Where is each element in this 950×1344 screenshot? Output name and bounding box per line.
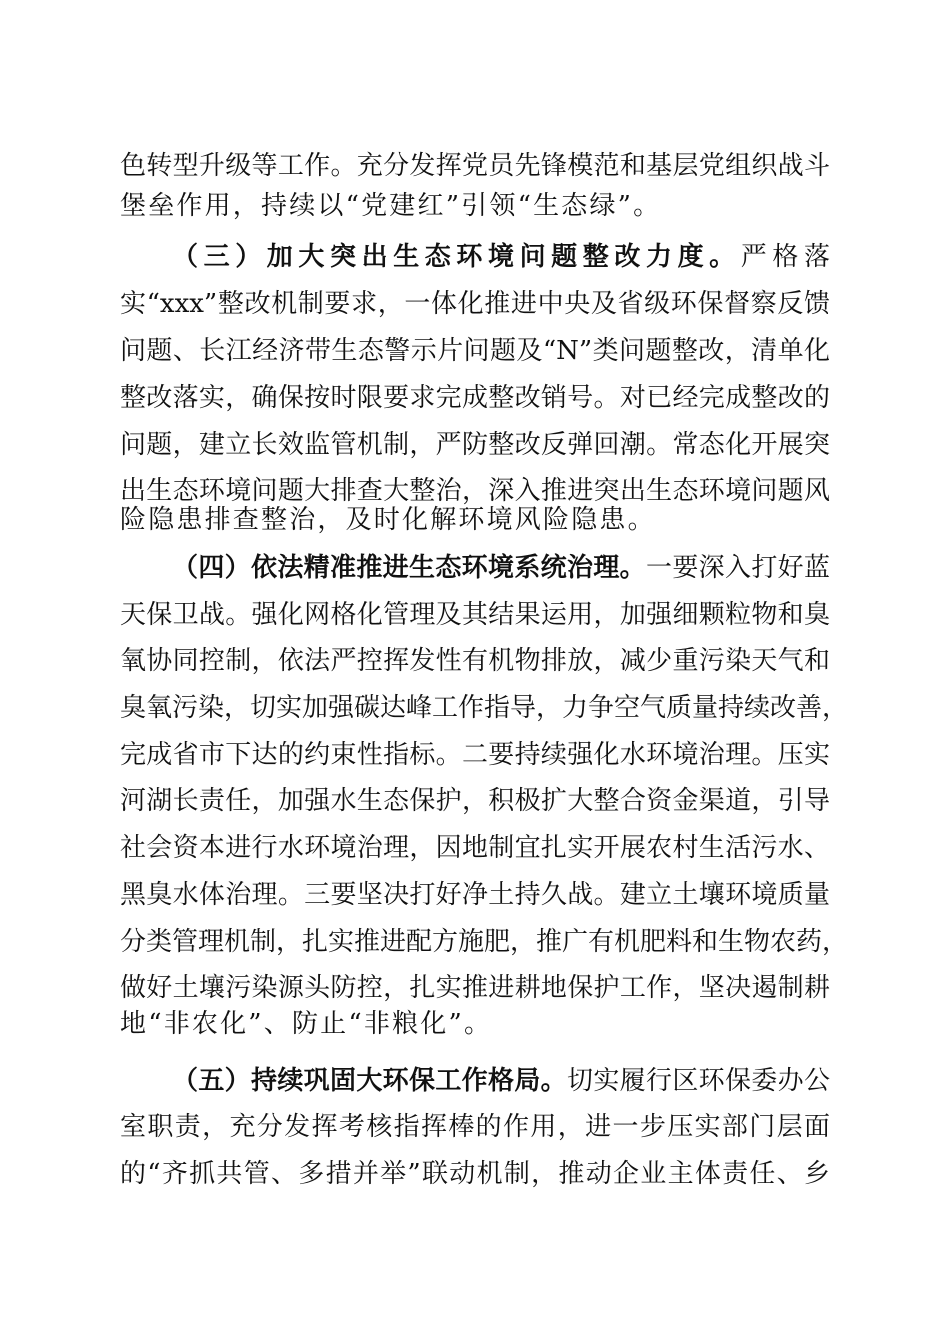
line-text: 室职责，充分发挥考核指挥棒的作用，进一步压实部门层面	[120, 1112, 830, 1142]
paragraph-line	[120, 875, 830, 915]
paragraph-line	[120, 284, 830, 324]
paragraph-line	[120, 688, 849, 728]
line-text: 问题、长江经济带生态警示片问题及“N”类问题整改，清单化	[120, 336, 830, 366]
line-text: 地“非农化”、防止“非粮化”。	[120, 1009, 493, 1039]
paragraph-line	[120, 500, 830, 540]
line-text: 分类管理机制，扎实推进配方施肥，推广有机肥料和生物农药，	[120, 927, 849, 957]
paragraph-line	[120, 781, 830, 821]
line-text: 臭氧污染，切实加强碳达峰工作指导，力争空气质量持续改善，	[120, 693, 849, 723]
line-text: 天保卫战。强化网格化管理及其结果运用，加强细颗粒物和臭	[120, 600, 830, 630]
line-text: 堡垒作用，持续以“党建红”引领“生态绿”。	[120, 191, 662, 221]
line-text: 实“xxx”整改机制要求，一体化推进中央及省级环保督察反馈	[120, 289, 830, 319]
paragraph-line	[120, 735, 830, 775]
paragraph-line	[120, 1107, 830, 1147]
paragraph-line	[120, 641, 830, 681]
line-text: 严格落	[740, 242, 830, 272]
line-text: 切实履行区环保委办公	[566, 1066, 830, 1096]
paragraph-line	[120, 331, 830, 371]
section-heading: （五）持续巩固大环保工作格局。	[172, 1066, 567, 1096]
paragraph-line	[120, 968, 830, 1008]
paragraph-line	[120, 425, 830, 465]
line-text: 出生态环境问题大排查大整治，深入推进突出生态环境问题风	[120, 476, 830, 506]
paragraph-line	[120, 595, 830, 635]
line-text: 社会资本进行水环境治理，因地制宜扎实开展农村生活污水、	[120, 833, 830, 863]
section-heading-line	[172, 1061, 830, 1101]
paragraph-line	[120, 1004, 830, 1044]
line-text: 险隐患排查整治，及时化解环境风险隐患。	[120, 505, 656, 535]
section-heading-line	[172, 237, 830, 277]
section-heading: （三）加大突出生态环境问题整改力度。	[172, 242, 741, 272]
line-text: 河湖长责任，加强水生态保护，积极扩大整合资金渠道，引导	[120, 786, 830, 816]
paragraph-line	[120, 922, 849, 962]
paragraph-line	[120, 146, 830, 186]
line-text: 一要深入打好蓝	[645, 553, 830, 583]
line-text: 问题，建立长效监管机制，严防整改反弹回潮。常态化开展突	[120, 430, 830, 460]
line-text: 氧协同控制，依法严控挥发性有机物排放，减少重污染天气和	[120, 646, 830, 676]
line-text: 完成省市下达的约束性指标。二要持续强化水环境治理。压实	[120, 740, 830, 770]
line-text: 整改落实，确保按时限要求完成整改销号。对已经完成整改的	[120, 383, 830, 413]
section-heading: （四）依法精准推进生态环境系统治理。	[172, 553, 646, 583]
paragraph-line	[120, 1154, 830, 1194]
paragraph-line	[120, 186, 830, 226]
line-text: 黑臭水体治理。三要坚决打好净土持久战。建立土壤环境质量	[120, 880, 830, 910]
line-text: 做好土壤污染源头防控，扎实推进耕地保护工作，坚决遏制耕	[120, 973, 830, 1003]
section-heading-line	[172, 548, 830, 588]
paragraph-line	[120, 828, 830, 868]
line-text: 色转型升级等工作。充分发挥党员先锋模范和基层党组织战斗	[120, 151, 830, 181]
line-text: 的“齐抓共管、多措并举”联动机制，推动企业主体责任、乡	[120, 1159, 830, 1189]
paragraph-line	[120, 378, 830, 418]
